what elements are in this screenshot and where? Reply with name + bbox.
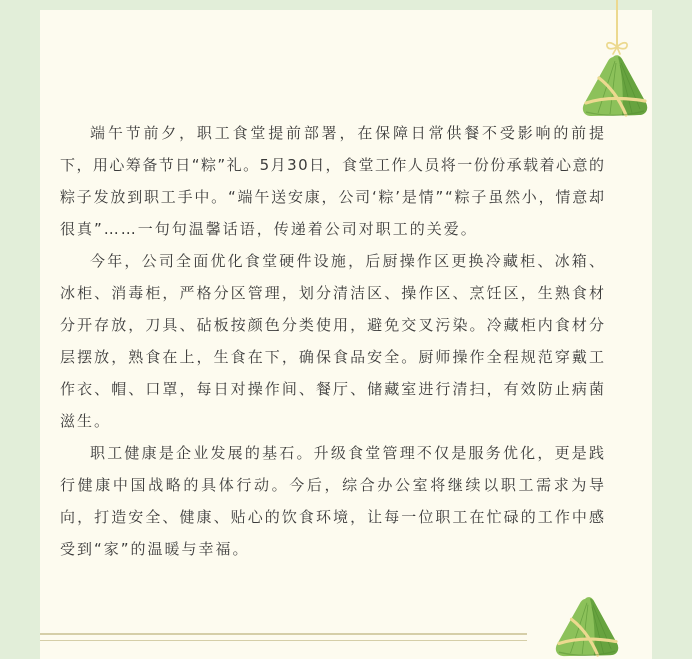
article-body	[60, 117, 607, 565]
paragraph-line: 粽子发放到职工手中。“端午送安康，公司‘粽’是情”“粽子虽然小，情意却	[60, 188, 606, 206]
zongzi-icon	[580, 53, 650, 119]
paragraph-line: 受到“家”的温暖与幸福。	[60, 540, 250, 558]
article-paragraph	[60, 437, 607, 565]
article-paragraph	[60, 245, 607, 437]
paragraph-line: 滋生。	[60, 412, 112, 430]
paragraph-line: 层摆放，熟食在上，生食在下，确保食品安全。厨师操作全程规范穿戴工	[60, 348, 607, 366]
bottom-divider-thin	[40, 640, 527, 641]
zongzi-icon	[553, 595, 621, 659]
paragraph-line: 分开存放，刀具、砧板按颜色分类使用，避免交叉污染。冷藏柜内食材分	[60, 316, 607, 334]
paragraph-line: 端午节前夕，职工食堂提前部署，在保障日常供餐不受影响的前提	[90, 124, 607, 142]
paragraph-line: 向，打造安全、健康、贴心的饮食环境，让每一位职工在忙碌的工作中感	[60, 508, 607, 526]
article-paragraph	[60, 117, 607, 245]
paragraph-line: 下，用心筹备节日“粽”礼。5月30日，食堂工作人员将一份份承载着心意的	[60, 156, 606, 174]
paragraph-line: 很真”……一句句温馨话语，传递着公司对职工的关爱。	[60, 220, 478, 238]
paragraph-line: 作衣、帽、口罩，每日对操作间、餐厅、储藏室进行清扫，有效防止病菌	[60, 380, 607, 398]
paragraph-line: 冰柜、消毒柜，严格分区管理，划分清洁区、操作区、烹饪区，生熟食材	[60, 284, 607, 302]
paragraph-line: 职工健康是企业发展的基石。升级食堂管理不仅是服务优化，更是践	[90, 444, 607, 462]
paragraph-line: 今年，公司全面优化食堂硬件设施，后厨操作区更换冷藏柜、冰箱、	[90, 252, 607, 270]
bottom-divider	[40, 633, 527, 635]
paragraph-line: 行健康中国战略的具体行动。今后，综合办公室将继续以职工需求为导	[60, 476, 607, 494]
